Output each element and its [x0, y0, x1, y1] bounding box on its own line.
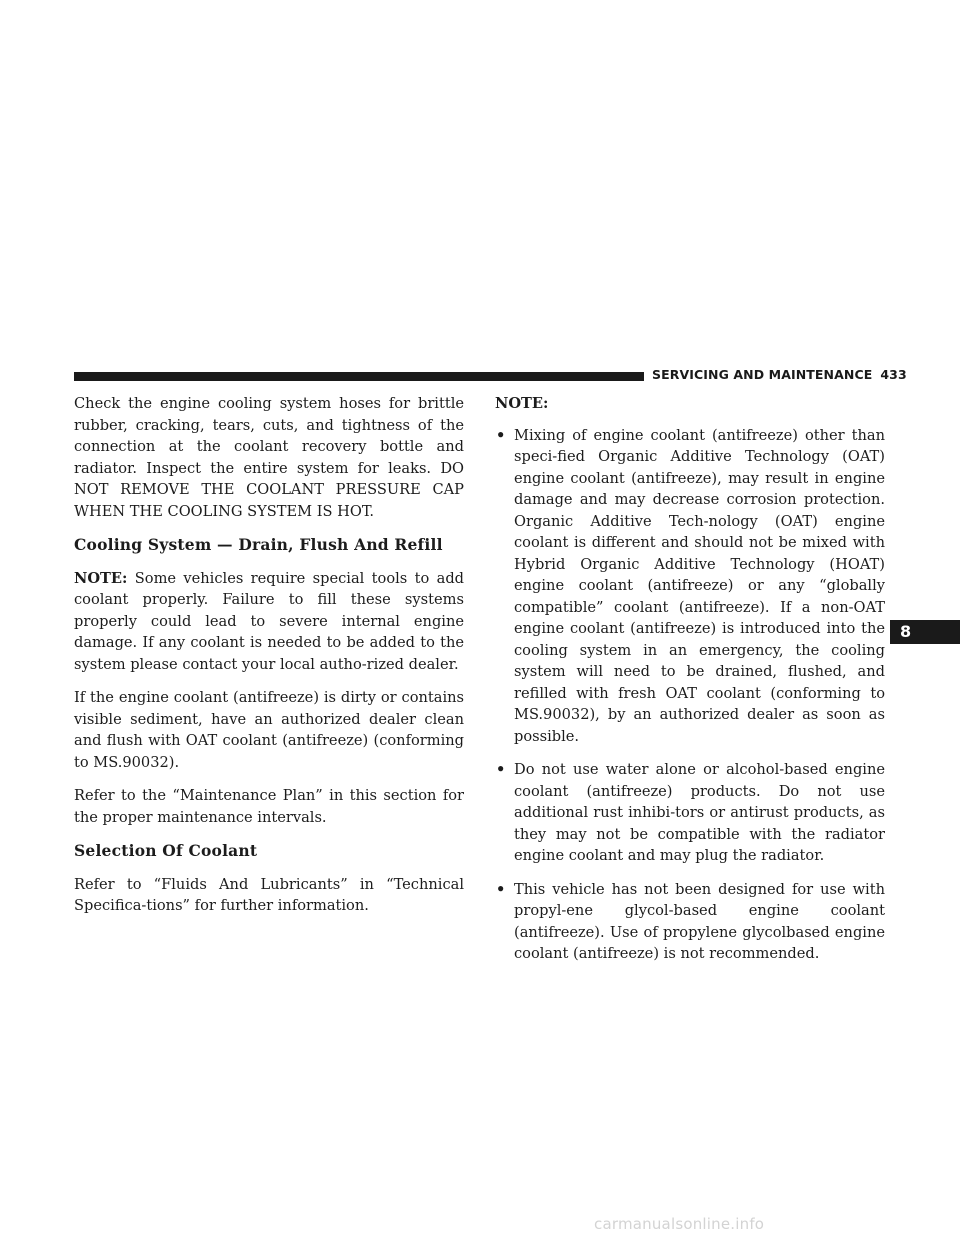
- right-column: [495, 393, 885, 977]
- list-item-text: This vehicle has not been designed for use with propyl-ene glycol-based engine coolant (antifreeze). Use of propylene glycolbased engine coolant (antifreeze) is not recommended.: [514, 880, 885, 962]
- watermark-text: carmanualsonline.info: [594, 1215, 765, 1233]
- section-title: SERVICING AND MAINTENANCE: [652, 367, 873, 382]
- list-item: [495, 425, 885, 748]
- page-number: 433: [880, 367, 907, 382]
- chapter-tab: 8: [890, 620, 960, 644]
- note-heading: NOTE:: [495, 395, 549, 412]
- selection-of-coolant-heading: Selection Of Coolant: [74, 841, 258, 860]
- note-label: NOTE:: [74, 569, 128, 587]
- bullet-icon: •: [496, 426, 506, 444]
- dirty-coolant-paragraph: If the engine coolant (antifreeze) is dirty or contains visible sediment, have an authorized dealer clean and flush with OAT coolant (antifreeze) (conforming to MS.90032).: [74, 689, 464, 771]
- list-item: [495, 879, 885, 965]
- running-header: [652, 367, 907, 382]
- maintenance-plan-paragraph: Refer to the “Maintenance Plan” in this section for the proper maintenance intervals.: [74, 787, 464, 826]
- special-tools-note: [74, 568, 464, 676]
- list-item-text: Mixing of engine coolant (antifreeze) other than speci-fied Organic Additive Technology (OAT) engine coolant (antifreeze), may result in engine damage and may decrease corrosion protection. Organic Additive Tech-nology (OAT) engine coolant is different and should not be mixed with Hybrid Organic Additive Technology (HOAT) engine coolant (antifreeze) or any “globally compatible” coolant (antifreeze). If a non-OAT engine coolant (antifreeze) is introduced into the cooling system in an emergency, the cooling system will need to be drained, flushed, and refilled with fresh OAT coolant (conforming to MS.90032), by an authorized dealer as soon as possible.: [514, 426, 885, 745]
- list-item: [495, 759, 885, 867]
- hose-inspection-paragraph: Check the engine cooling system hoses for brittle rubber, cracking, tears, cuts, and tightness of the connection at the coolant recovery bottle and radiator. Inspect the entire system for leaks. DO NOT REMOVE THE COOLANT PRESSURE CAP WHEN THE COOLING SYSTEM IS HOT.: [74, 395, 464, 520]
- coolant-warnings-list: [495, 425, 885, 965]
- header-rule: [74, 372, 644, 381]
- bullet-icon: •: [496, 761, 506, 778]
- drain-flush-refill-heading: Cooling System — Drain, Flush And Refill: [74, 535, 443, 554]
- note-text: Some vehicles require special tools to add coolant properly. Failure to fill these systems properly could lead to severe internal engine damage. If any coolant is needed to be added to the system please contact your local autho-rized dealer.: [74, 569, 465, 673]
- left-column: [74, 393, 464, 929]
- list-item-text: Do not use water alone or alcohol-based engine coolant (antifreeze) products. Do not use additional rust inhibi-tors or antirust products, as they may not be compatible with the radiator engine coolant and may plug the radiator.: [514, 761, 885, 864]
- fluids-reference-paragraph: Refer to “Fluids And Lubricants” in “Technical Specifica-tions” for further information.: [74, 875, 464, 914]
- bullet-icon: •: [496, 880, 506, 898]
